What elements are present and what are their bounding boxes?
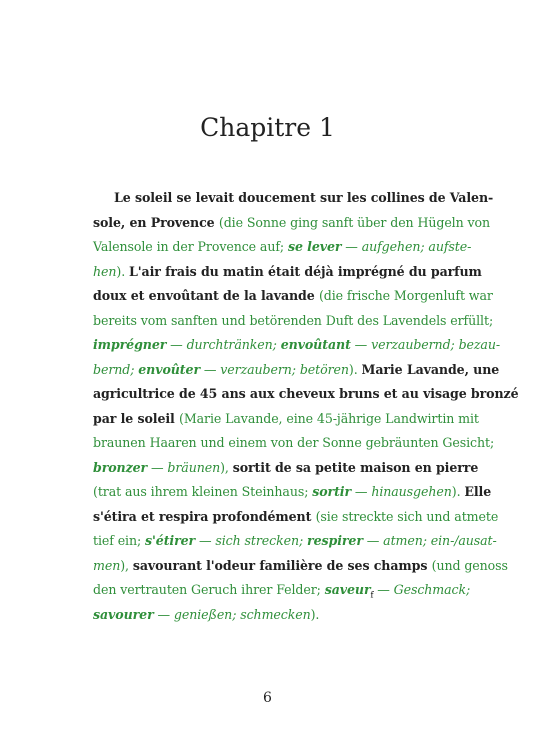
- chapter-title: Chapitre 1: [200, 113, 335, 142]
- translation: — aufgehen; aufste-: [341, 239, 472, 254]
- german-text: (Marie Lavande, eine 45-jährige Landwirtin mit: [179, 410, 479, 426]
- text-line: [93, 431, 495, 456]
- german-text: ).: [116, 263, 129, 279]
- text-line: [93, 578, 471, 603]
- keyword: respirer: [307, 533, 363, 548]
- german-text: ).: [348, 361, 362, 377]
- french-text: sortit de sa petite maison en pierre: [232, 459, 479, 475]
- keyword: envoûter: [138, 361, 200, 377]
- paragraph: [93, 186, 519, 627]
- text-line: [93, 603, 443, 628]
- text-line: [93, 235, 472, 260]
- translation: — verzaubern; betören: [199, 361, 349, 377]
- german-text: ).: [451, 484, 465, 499]
- text-line: [93, 382, 519, 407]
- translation: hen: [93, 263, 117, 279]
- keyword: saveur: [324, 582, 371, 597]
- french-text: Elle: [464, 484, 492, 499]
- text-line: [93, 407, 479, 432]
- translation: — hinausgehen: [351, 484, 452, 499]
- text-line: [93, 529, 497, 554]
- text-line: [93, 358, 500, 383]
- translation: men: [93, 557, 121, 573]
- translation: bernd;: [93, 361, 139, 377]
- german-text: (die frische Morgenluft war: [318, 288, 493, 303]
- german-text: (trat aus ihrem kleinen Steinhaus;: [93, 484, 313, 499]
- french-text: par le soleil: [93, 410, 180, 426]
- keyword: se lever: [287, 239, 342, 254]
- german-text: den vertrauten Geruch ihrer Felder;: [93, 582, 325, 597]
- keyword: imprégner: [93, 337, 167, 352]
- translation: — bräunen: [147, 459, 221, 475]
- text-line: [93, 480, 492, 505]
- text-line: [93, 211, 491, 236]
- text-line: [93, 284, 493, 309]
- french-text: s'étira et respira profondément: [93, 508, 316, 524]
- french-text: agricultrice de 45 ans aux cheveux bruns et au visage bronzé: [93, 386, 519, 401]
- text-line: [93, 186, 494, 211]
- text-line: [93, 505, 499, 530]
- keyword: s'étirer: [145, 533, 196, 548]
- french-text: Le soleil se levait doucement sur les collines de Valen-: [114, 190, 494, 205]
- german-text: bereits vom sanften und betörenden Duft des Lavendels erfüllt;: [93, 312, 494, 328]
- german-text: Valensole in der Provence auf;: [93, 239, 288, 254]
- german-text: ),: [220, 459, 233, 475]
- french-text: savourant l'odeur familière de ses champs: [132, 557, 432, 573]
- translation: — verzaubernd; bezau-: [350, 337, 501, 352]
- text-line: [93, 309, 494, 334]
- translation: — durchtränken;: [166, 337, 281, 352]
- german-text: tief ein;: [93, 533, 146, 548]
- translation: — Geschmack;: [373, 582, 471, 597]
- german-text: ),: [120, 557, 133, 573]
- keyword: bronzer: [93, 459, 148, 475]
- german-text: (die Sonne ging sanft über den Hügeln von: [218, 214, 491, 230]
- keyword: sortir: [312, 484, 352, 499]
- french-text: doux et envoûtant de la lavande: [93, 288, 319, 303]
- keyword: savourer: [93, 606, 154, 622]
- french-text: L'air frais du matin était déjà imprégné du parfum: [129, 263, 482, 279]
- german-text: (und genoss: [431, 557, 508, 573]
- translation: — atmen; ein-/ausat-: [362, 533, 497, 548]
- page-number: 6: [263, 690, 272, 706]
- french-text: Marie Lavande, une: [361, 361, 500, 377]
- german-text: braunen Haaren und einem von der Sonne gebräunten Gesicht;: [93, 435, 495, 450]
- text-line: [93, 554, 508, 579]
- german-text: ).: [310, 606, 320, 622]
- german-text: (sie streckte sich und atmete: [315, 508, 499, 524]
- french-text: sole, en Provence: [93, 214, 219, 230]
- keyword: envoûtant: [280, 337, 351, 352]
- text-line: [93, 333, 501, 358]
- translation: — sich strecken;: [195, 533, 308, 548]
- translation: — genießen; schmecken: [153, 606, 311, 622]
- text-line: [93, 456, 479, 481]
- gender-marker: f: [370, 590, 374, 600]
- text-line: [93, 260, 482, 285]
